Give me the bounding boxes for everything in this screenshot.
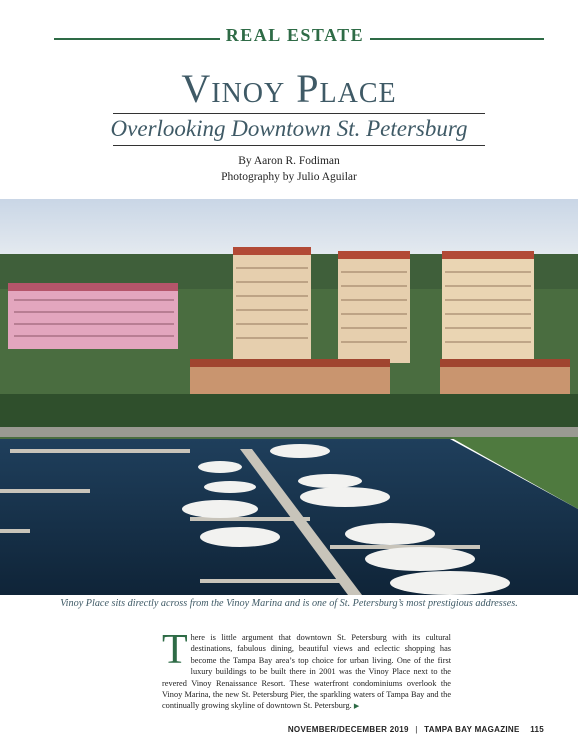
subtitle-rule-bottom — [113, 145, 485, 146]
end-mark-icon: ▶ — [353, 702, 360, 711]
article-body — [162, 627, 451, 713]
byline: By Aaron R. Fodiman — [238, 155, 340, 167]
magazine-name: TAMPA BAY MAGAZINE — [424, 725, 520, 734]
photo-caption: Vinoy Place sits directly across from the Vinoy Marina and is one of St. Petersburg’s most prestigious addresses. — [60, 598, 518, 609]
subtitle-rule-top — [113, 113, 485, 114]
section-rule-left — [54, 38, 220, 40]
body-text: here is little argument that downtown St. Petersburg with its cultural destinations, fabulous dining, beautiful views and eclectic shopping has become the Tampa Bay area’s top choice for urban living. One of the first luxury buildings to be built there in 2001 was the Vinoy Place next to the revered Vinoy Renaissance Resort. These waterfront condominiums overlook the Vinoy Marina, the new St. Petersburg Pier, the sparkling waters of Tampa Bay and the continually growing skyline of downtown St. Petersburg. — [162, 633, 451, 711]
issue-date: NOVEMBER/DECEMBER 2019 — [287, 725, 409, 734]
footer-separator: | — [415, 725, 418, 734]
drop-cap: T — [162, 627, 188, 673]
hero-photo — [0, 199, 578, 595]
page-number: 115 — [530, 725, 544, 734]
article-subtitle: Overlooking Downtown St. Petersburg — [110, 116, 468, 141]
article-title: Vinoy Place — [181, 66, 397, 111]
section-label: REAL ESTATE — [225, 25, 365, 45]
page-footer — [0, 725, 544, 734]
section-rule-right — [370, 38, 544, 40]
photo-credit: Photography by Julio Aguilar — [221, 171, 357, 183]
